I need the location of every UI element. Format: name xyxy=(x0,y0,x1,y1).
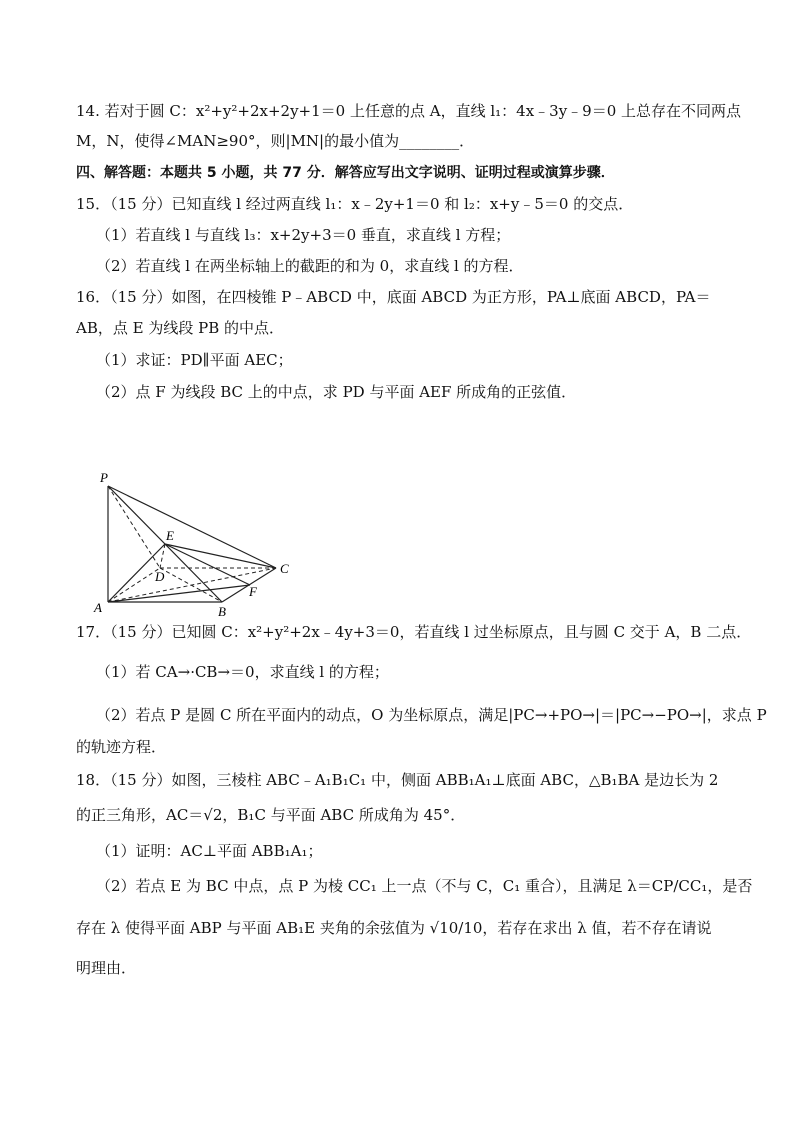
q16-part2: （2）点 F 为线段 BC 上的中点，求 PD 与平面 AEF 所成角的正弦值． xyxy=(96,383,577,401)
q17-part1: （1）若 CA→·CB→＝0，求直线 l 的方程； xyxy=(96,663,389,681)
q18-part2-line3: 明理由． xyxy=(76,959,137,977)
section-header: 四、解答题：本题共 5 小题，共 77 分．解答应写出文字说明、证明过程或演算步骤． xyxy=(76,165,615,181)
diagonal-DB-hidden xyxy=(160,568,222,602)
label-D: D xyxy=(155,569,165,584)
edge-PC xyxy=(108,486,276,568)
q15-part2: （2）若直线 l 在两坐标轴上的截距的和为 0，求直线 l 的方程． xyxy=(96,257,524,275)
pyramid-figure xyxy=(86,462,306,622)
q18-part2-line1: （2）若点 E 为 BC 中点，点 P 为棱 CC₁ 上一点（不与 C，C₁ 重合），且满足 λ＝CP/CC₁，是否 xyxy=(96,877,753,895)
q17-part2-line2: 的轨迹方程． xyxy=(76,738,167,756)
q16-stem2: AB，点 E 为线段 PB 的中点． xyxy=(76,319,284,337)
label-P: P xyxy=(100,470,108,485)
label-B: B xyxy=(218,604,226,619)
q15-part1: （1）若直线 l 与直线 l₃：x+2y+3＝0 垂直，求直线 l 方程； xyxy=(96,226,511,244)
q14-line1: 14. 若对于圆 C：x²+y²+2x+2y+1＝0 上任意的点 A，直线 l₁：4x﹣3y﹣9＝0 上总存在不同两点 xyxy=(76,102,742,120)
q18-part2-line2: 存在 λ 使得平面 ABP 与平面 AB₁E 夹角的余弦值为 √10/10，若存在求出 λ 值，若不存在请说 xyxy=(76,919,712,937)
segment-EC xyxy=(165,544,276,568)
q18-stem1: 18．（15 分）如图，三棱柱 ABC﹣A₁B₁C₁ 中，侧面 ABB₁A₁⊥底面 ABC，△B₁BA 是边长为 2 xyxy=(76,771,719,789)
q18-stem2: 的正三角形，AC＝√2，B₁C 与平面 ABC 所成角为 45°． xyxy=(76,806,466,824)
label-F: F xyxy=(249,584,257,599)
q16-part1: （1）求证：PD∥平面 AEC； xyxy=(96,351,293,369)
q17-part2-line1: （2）若点 P 是圆 C 所在平面内的动点，O 为坐标原点，满足|PC→+PO→|＝|PC→−PO→|，求点 P xyxy=(96,706,767,724)
label-A: A xyxy=(94,600,102,615)
q17-stem: 17．（15 分）已知圆 C：x²+y²+2x﹣4y+3＝0，若直线 l 过坐标原点，且与圆 C 交于 A，B 二点． xyxy=(76,623,752,641)
label-C: C xyxy=(280,561,289,576)
q15-stem: 15．（15 分）已知直线 l 经过两直线 l₁：x﹣2y+1＝0 和 l₂：x+y﹣5＝0 的交点． xyxy=(76,195,634,213)
q16-stem1: 16．（15 分）如图，在四棱锥 P﹣ABCD 中，底面 ABCD 为正方形，PA⊥底面 ABCD，PA＝ xyxy=(76,288,711,306)
label-E: E xyxy=(166,528,174,543)
q14-line2: M，N，使得∠MAN≥90°，则|MN|的最小值为________． xyxy=(76,132,475,150)
segment-EF xyxy=(165,544,250,585)
q18-part1: （1）证明：AC⊥平面 ABB₁A₁； xyxy=(96,842,323,860)
